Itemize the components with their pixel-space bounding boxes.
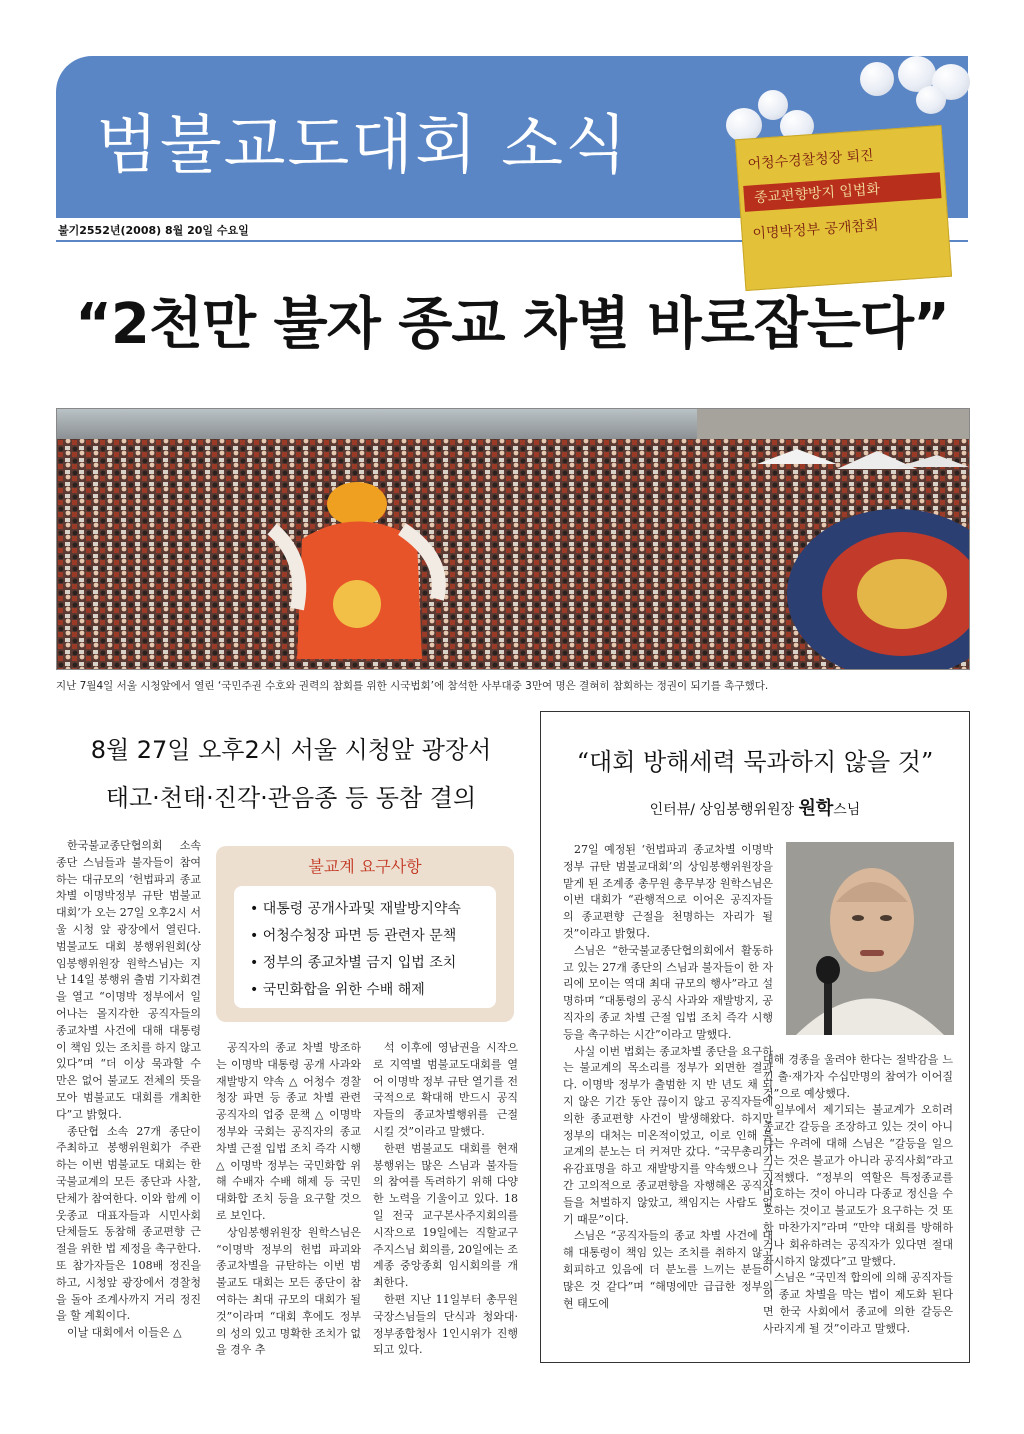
protest-banner-illustration (720, 50, 980, 265)
headline: “2천만 불자 종교 차별 바로잡는다” (75, 292, 949, 357)
article-subhead: 8월 27일 오후2시 서울 시청앞 광장서 (90, 736, 492, 764)
paragraph: 석 이후에 영남권을 시작으로 지역별 범불교도대회를 열어 이명박 정부 규탄 열기를 전국적으로 확대해 반드시 공직자들의 종교차별행위를 근절시킬 것”이라고 말했다. (373, 1041, 518, 1138)
paragraph: 상임봉행위원장 원학스님은 “이명박 정부의 헌법 파괴와 종교차별을 규탄하는 이번 범불교도 대회는 모든 종단이 참여하는 최대 규모의 대회가 될 것”이라며 “대회 후에도 정부의 성의 있고 명확한 조치가 없을 경우 추 (216, 1225, 361, 1357)
paragraph: 사실 이번 법회는 종교차별 종단을 요구하는 불교계의 목소리를 정부가 외면한 결과다. 이명박 정부가 출범한 지 반 년도 채 되지 않은 기간 동안 끊이지 않고 공직자들에 의한 종교편향 사건이 발생해왔다. 하지만 정부의 대처는 미온적이었고, 이로 인해 불교계의 분노는 더 커져만 갔다. “국무총리가 유감표명을 하고 재발방지를 약속했으나 그간 고의적으로 종교편향을 자행해온 공직자들을 처벌하지 않았고, 책임지는 사람도 없기 때문”이다. (563, 1044, 773, 1226)
paragraph: 공직자의 종교 차별 방조하는 이명박 대통령 공개 사과와 재발방지 약속 △ 어청수 경찰청장 파면 등 종교 차별 관련 공직자의 업중 문책 △ 이명박 정부와 국회는 공직자의 종교 차별 근절 입법 조치 즉각 시행 △ 이명박 정부는 국민화합 위해 수배자 수배 해제 등 국민 대화합 조치 등을 요구할 것으로 보인다. (216, 1041, 361, 1222)
demand-item: • 대통령 공개사과및 재발방지약속 (250, 901, 461, 917)
interview-byline-suffix: 스님 (833, 802, 861, 818)
paragraph: 한편 범불교도 대회를 현재 봉행위는 많은 스님과 불자들의 참여를 독려하기 위해 다양한 노력을 기울이고 있다. 18일 전국 교구본사주지회의를 시작으로 19일에는 직할교구주지스님 회의를, 20일에는 조계종 중앙종회 임시회의를 개최한다. (373, 1141, 518, 1290)
article-column (56, 838, 201, 1358)
banner-line: 종교편향방지 입법화 (743, 172, 941, 212)
paragraph: 27일 예정된 ‘헌법파괴 종교차별 이명박정부 규탄 범불교대회’의 상임봉행위원장을 맡게 된 조계종 총무원 총무부장 원학스님은 이번 대회가 “관행적으로 이어온 공직자들의 종교편향 근절을 천명하는 자리가 될 것”이라고 밝혔다. (563, 843, 773, 940)
demand-item: • 국민화합을 위한 수배 해제 (250, 982, 425, 998)
interviewee-name: 원학 (798, 798, 834, 819)
balloon (916, 86, 946, 114)
demand-item: • 정부의 종교차별 금지 입법 조치 (250, 955, 457, 971)
banner-line: 이명박정부 공개참회 (752, 217, 880, 243)
demands-box (216, 846, 514, 1022)
article-subhead: 태고·천태·진각·관음종 등 동참 결의 (105, 784, 477, 812)
interview-byline (541, 794, 969, 820)
interview-box (540, 711, 970, 1363)
paragraph: 한국불교종단협의회 소속 종단 스님들과 불자들이 참여하는 대규모의 ‘헌법파괴 종교차별 이명박정부 규탄 범불교대회’가 오는 27일 오후2시 서울 시청 앞 광장에서 열린다. 범불교도 대회 봉행위원회(상임봉행위원장 원학스님)는 지난 14일 봉행위 출범 기자회견을 열고 “이명박 정부에서 일어나는 몰지각한 공직자들의 종교차별 사건에 대해 대통령이 책임 있는 조치를 하지 않고 있다”며 “더 이상 묵과할 수 만은 없어 불교도 전체의 뜻을 모아 범불교도 대회를 개최한다”고 밝혔다. (56, 839, 201, 1121)
article-column (373, 1040, 518, 1370)
paragraph: 대해 경종을 울려야 한다는 절박감을 느낀 출·재가자 수십만명의 참여가 이어질 것”으로 예상했다. (763, 1053, 953, 1100)
paragraph: 스님은 “한국불교종단협의회에서 활동하고 있는 27개 종단의 스님과 불자들이 한 자리에 모이는 역대 최대 규모의 행사”라고 설명하며 “대통령의 공식 사과와 재발방지, 공직자의 종교 차별 근절 입법 조치 즉각 시행 등을 촉구하는 시간”이라고 말했다. (563, 943, 773, 1041)
demand-item: • 어청수청장 파면 등 관련자 문책 (250, 928, 457, 944)
interview-column (563, 842, 773, 1352)
demands-title: 불교계 요구사항 (308, 857, 422, 876)
rally-photo (56, 408, 970, 670)
banner-line: 어청수경찰청장 퇴진 (747, 147, 875, 173)
protest-banner (735, 125, 952, 291)
paragraph: 한편 지난 11일부터 총무원 국장스님들의 단식과 청와대·정부종합청사 1인시위가 진행되고 있다. (373, 1292, 518, 1357)
article-column (216, 1040, 361, 1370)
demands-list-panel (234, 886, 496, 1008)
paragraph: 스님은 “공직자들의 종교 차별 사건에 대해 대통령이 책임 있는 조치를 취하지 않고 회피하고 있음에 더 분노를 느끼는 분들이 많은 것 같다”며 “해명에만 급급한 정부의 현 태도에 (563, 1229, 773, 1310)
paragraph: 일부에서 제기되는 불교계가 오히려 종교간 갈등을 조장하고 있는 것이 아니냐는 우려에 대해 스님은 “갈등을 일으키는 것은 불교가 아니라 공직사회”라고 지적했다. “정부의 역할은 특정종교를 비호하는 것이 아니라 다종교 정신을 수호하는 것이고 불교도가 요구하는 것 또한 마찬가지”라며 “만약 대회를 방해하거나 회유하려는 공직자가 있다면 절대 좌시하지 않겠다”고 말했다. (763, 1103, 953, 1268)
interviewee-photo (786, 842, 954, 1035)
masthead-title: 범불교도대회 소식 (96, 109, 629, 183)
interview-byline-prefix: 인터뷰/ 상임봉행위원장 (649, 802, 799, 818)
issue-date: 불기2552년(2008) 8월 20일 수요일 (58, 224, 249, 237)
interview-column (763, 1052, 953, 1352)
paragraph: 이날 대회에서 이들은 △ (67, 1326, 182, 1340)
demands-list (234, 886, 496, 1004)
paragraph: 종단협 소속 27개 종단이 주최하고 봉행위원회가 주관하는 이번 범불교도 대회는 한국불교계의 모든 종단과 사찰, 단체가 참여한다. 이와 함께 이웃종교 대표자들과 시민사회단체들도 동참해 종교편향 근절을 위한 법 제정을 촉구한다. 또 참가자들은 108배 정진을 하고, 시청앞 광장에서 경찰청을 돌아 조계사까지 거리 정진을 할 계획이다. (56, 1124, 201, 1323)
photo-caption: 지난 7월4일 서울 시청앞에서 열린 ‘국민주권 수호와 권력의 참회를 위한 시국법회’에 참석한 사부대중 3만여 명은 결혀히 참회하는 정권이 되기를 촉구했다. (56, 680, 769, 692)
paragraph: 스님은 “국민적 합의에 의해 공직자들의 종교 차별을 막는 법이 제도화 된다면 한국 사회에서 종교에 의한 갈등은 사라지게 될 것”이라고 말했다. (763, 1271, 953, 1335)
interview-title: “대회 방해세력 묵과하지 않을 것” (576, 748, 934, 776)
balloon (860, 62, 894, 96)
